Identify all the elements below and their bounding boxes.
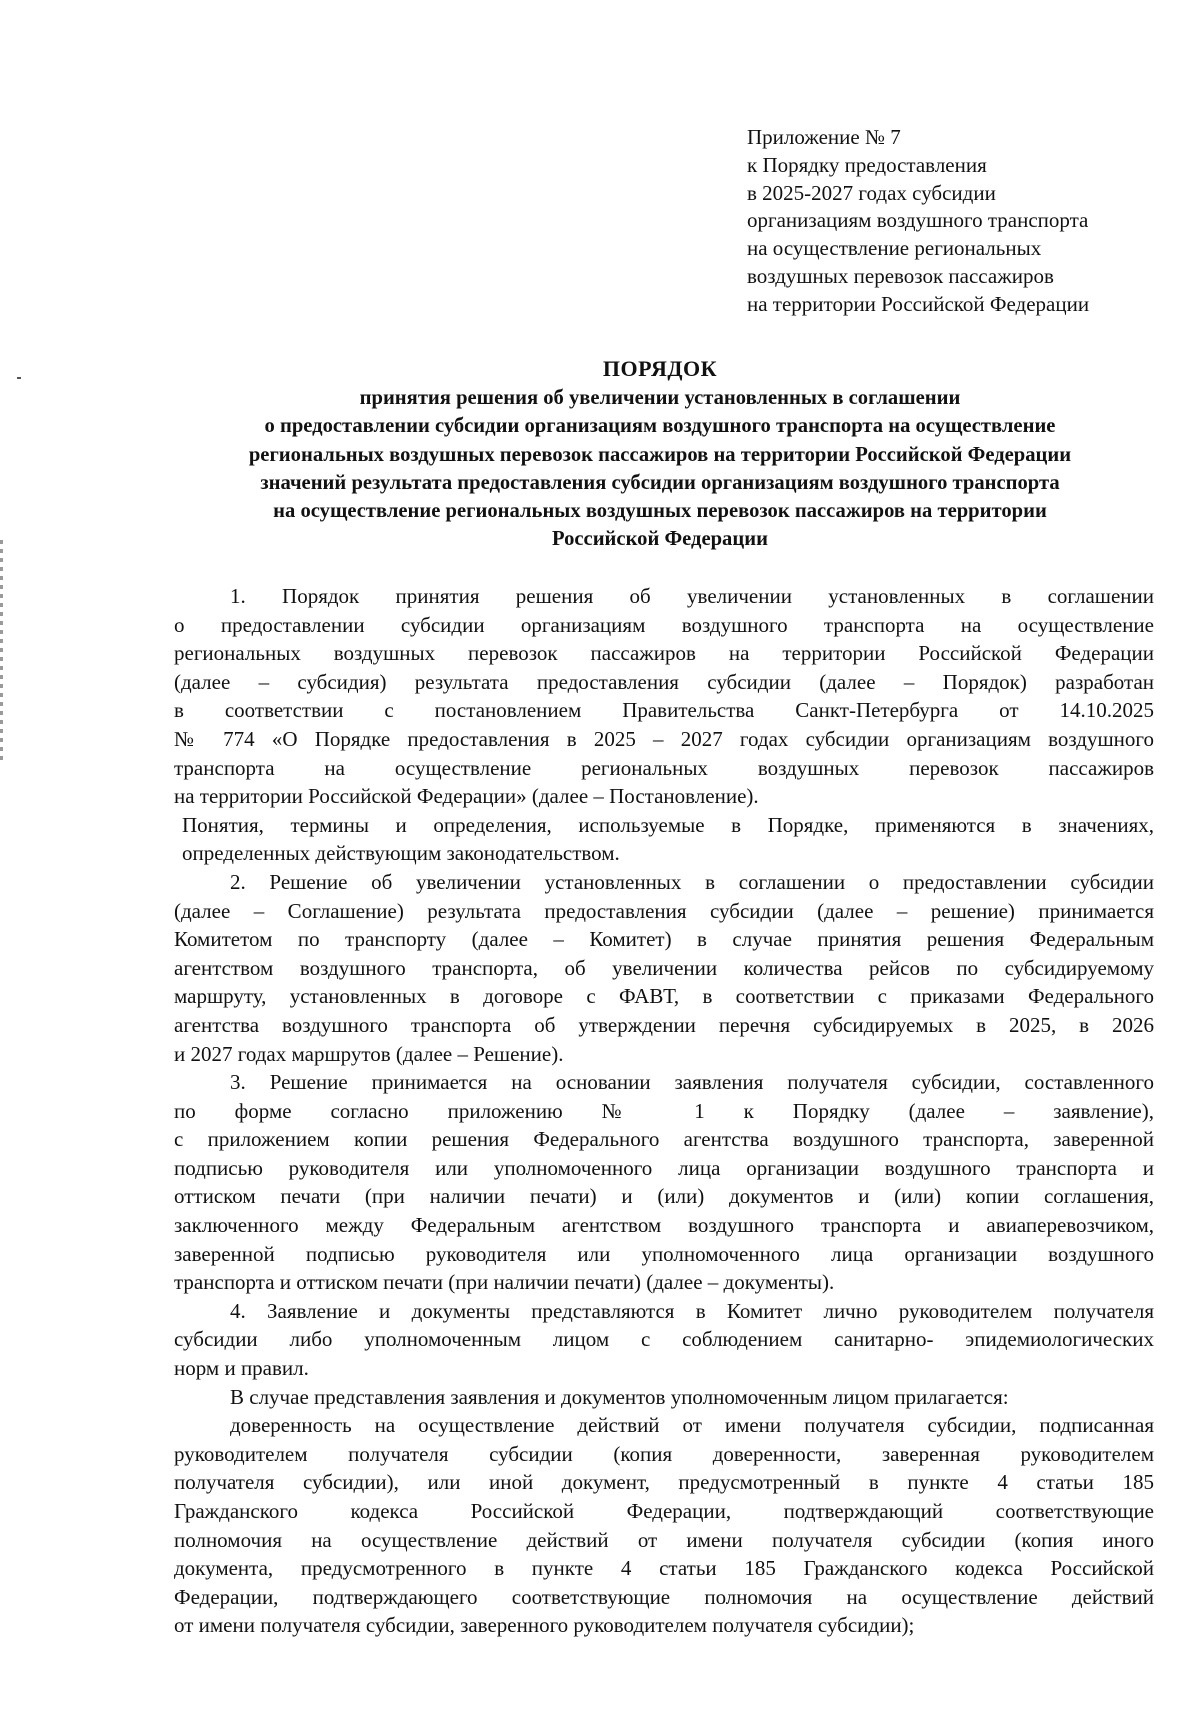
scan-edge-mark (0, 540, 3, 760)
paragraph-3-line: оттиском печати (при наличии печати) и (или) документов и (или) копии соглашения, (174, 1184, 1154, 1209)
paragraph-4-line: Федерации, подтверждающего соответствующие полномочия на осуществление действий (174, 1584, 1154, 1609)
paragraph-1-line: (далее – субсидия) результата предоставления субсидии (далее – Порядок) разработан (174, 669, 1154, 694)
appendix-header (747, 124, 1167, 319)
paragraph-4-line: субсидии либо уполномоченным лицом с соблюдением санитарно- эпидемиологических (174, 1327, 1154, 1352)
page-title: ПОРЯДОК (602, 356, 718, 381)
paragraph-4-line: В случае представления заявления и документов уполномоченным лицом прилагается: (230, 1384, 1009, 1409)
appendix-line: Приложение № 7 (747, 125, 901, 149)
paragraph-1-line: в соответствии с постановлением Правительства Санкт-Петербурга от 14.10.2025 (174, 698, 1154, 723)
definitions-line: Понятия, термины и определения, используемые в Порядке, применяются в значениях, (182, 812, 1154, 837)
paragraph-2-line: агентства воздушного транспорта об утверждении перечня субсидируемых в 2025, в 2026 (174, 1012, 1154, 1037)
paragraph-2-line: и 2027 годах маршрутов (далее – Решение). (174, 1041, 564, 1066)
paragraph-3-line: транспорта и оттиском печати (при наличии печати) (далее – документы). (174, 1270, 835, 1295)
appendix-line: организациям воздушного транспорта (747, 208, 1089, 233)
subtitle-line: на осуществление региональных воздушных перевозок пассажиров на территории (273, 500, 1047, 523)
paragraph-3-line: подписью руководителя или уполномоченного лица организации воздушного транспорта и (174, 1155, 1154, 1180)
appendix-line: воздушных перевозок пассажиров (747, 263, 1054, 288)
appendix-line: в 2025-2027 годах субсидии (747, 180, 996, 205)
subtitle-line: Российской Федерации (552, 528, 768, 551)
paragraph-4-line: норм и правил. (174, 1356, 309, 1381)
definitions-line: определенных действующим законодательством. (182, 841, 620, 866)
paragraph-2-line: агентством воздушного транспорта, об увеличении количества рейсов по субсидируемому (174, 955, 1154, 980)
paragraph-3-line: с приложением копии решения Федерального агентства воздушного транспорта, заверенной (174, 1127, 1154, 1152)
paragraph-4-line: документа, предусмотренного в пункте 4 статьи 185 Гражданского кодекса Российской (174, 1556, 1154, 1581)
paragraph-2-line: (далее – Соглашение) результата предоставления субсидии (далее – решение) принимается (174, 898, 1154, 923)
paragraph-4-line: 4. Заявление и документы представляются в Комитет лично руководителем получателя (230, 1298, 1154, 1323)
paragraph-3-line: заключенного между Федеральным агентством воздушного транспорта и авиаперевозчиком, (174, 1213, 1154, 1238)
document-body (174, 582, 1154, 1640)
paragraph-4-line: доверенность на осуществление действий от имени получателя субсидии, подписанная (230, 1413, 1154, 1438)
paragraph-1-line: 1. Порядок принятия решения об увеличении установленных в соглашении (230, 584, 1154, 608)
paragraph-1-line: транспорта на осуществление региональных воздушных перевозок пассажиров (174, 755, 1154, 780)
paragraph-3-line: заверенной подписью руководителя или уполномоченного лица организации воздушного (174, 1241, 1154, 1266)
paragraph-4-line: получателя субсидии), или иной документ, предусмотренный в пункте 4 статьи 185 (174, 1470, 1154, 1495)
subtitle-line: региональных воздушных перевозок пассажиров на территории Российской Федерации (248, 443, 1072, 466)
paragraph-3-line: по форме согласно приложению № 1 к Порядку (далее – заявление), (174, 1098, 1154, 1123)
paragraph-4-line: руководителем получателя субсидии (копия доверенности, заверенная руководителем (174, 1441, 1154, 1466)
paragraph-2-line: маршруту, установленных в договоре с ФАВТ, в соответствии с приказами Федерального (174, 984, 1154, 1009)
subtitle-line: принятия решения об увеличении установленных в соглашении (359, 387, 961, 410)
paragraph-3-line: 3. Решение принимается на основании заявления получателя субсидии, составленного (230, 1070, 1154, 1095)
paragraph-1-line: региональных воздушных перевозок пассажиров на территории Российской Федерации (174, 641, 1154, 666)
subtitle-line: значений результата предоставления субсидии организациям воздушного транспорта (260, 471, 1060, 494)
scan-artifact (17, 377, 21, 379)
appendix-line: на территории Российской Федерации (747, 291, 1090, 316)
paragraph-1-line: на территории Российской Федерации» (далее – Постановление). (174, 784, 759, 809)
paragraph-2-line: 2. Решение об увеличении установленных в соглашении о предоставлении субсидии (230, 869, 1154, 894)
appendix-line: на осуществление региональных (747, 236, 1042, 261)
subtitle-line: о предоставлении субсидии организациям воздушного транспорта на осуществление (264, 415, 1056, 438)
paragraph-4-line: от имени получателя субсидии, заверенного руководителем получателя субсидии); (174, 1613, 915, 1638)
appendix-line: к Порядку предоставления (747, 152, 987, 177)
paragraph-1-line: о предоставлении субсидии организациям воздушного транспорта на осуществление (174, 612, 1154, 637)
paragraph-4-line: Гражданского кодекса Российской Федерации, подтверждающий соответствующие (174, 1499, 1154, 1523)
document-title (160, 355, 1160, 553)
paragraph-2-line: Комитетом по транспорту (далее – Комитет) в случае принятия решения Федеральным (174, 927, 1154, 952)
paragraph-1-line: № 774 «О Порядке предоставления в 2025 – 2027 годах субсидии организациям воздушного (174, 726, 1154, 751)
paragraph-4-line: полномочия на осуществление действий от имени получателя субсидии (копия иного (174, 1527, 1154, 1552)
